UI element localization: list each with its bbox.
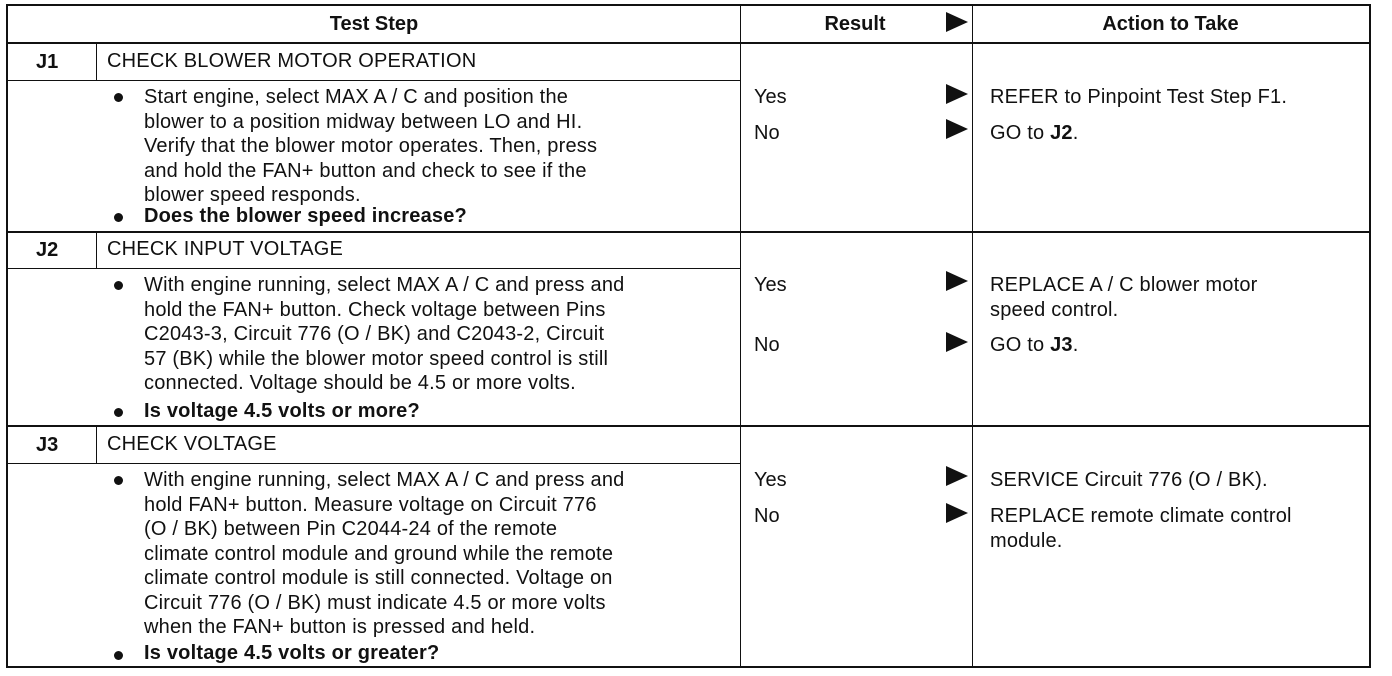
bullet-icon: [114, 93, 123, 102]
result-no: No: [754, 505, 780, 527]
step-id: J1: [36, 51, 59, 73]
action-text: GO to J2.: [990, 122, 1079, 144]
step-instructions: With engine running, select MAX A / C and press and hold FAN+ button. Measure voltage on Circuit 776 (O / BK) between Pin C2044-24 of the remote climate control module and ground while the remote climate control module is still connected. Voltage on Circuit 776 (O / BK) must indicate 4.5 or more volts when the FAN+ button is pressed and held.: [144, 469, 625, 638]
id-divider: [96, 426, 97, 463]
action-text: SERVICE Circuit 776 (O / BK).: [990, 469, 1268, 491]
action-text: REFER to Pinpoint Test Step F1.: [990, 86, 1288, 108]
step-instructions: With engine running, select MAX A / C and press and hold the FAN+ button. Check voltage between Pins C2043-3, Circuit 776 (O / BK) and C2043-2, Circuit 57 (BK) while the blower motor speed control is still connected. Voltage should be 4.5 or more volts.: [144, 274, 625, 394]
bullet-icon: [114, 476, 123, 485]
step-title: CHECK VOLTAGE: [107, 433, 277, 455]
action-text: GO to J3.: [990, 334, 1079, 356]
arrow-icon: [946, 84, 968, 104]
result-yes: Yes: [754, 86, 787, 108]
header-result: Result: [824, 13, 886, 35]
step-question: Does the blower speed increase?: [144, 205, 467, 227]
step-question: Is voltage 4.5 volts or more?: [144, 400, 420, 422]
arrow-icon: [946, 271, 968, 291]
result-yes: Yes: [754, 274, 787, 296]
result-yes: Yes: [754, 469, 787, 491]
step-title: CHECK BLOWER MOTOR OPERATION: [107, 50, 477, 72]
bullet-icon: [114, 408, 123, 417]
header-test-step: Test Step: [329, 13, 419, 35]
arrow-icon: [946, 332, 968, 352]
step-instructions: Start engine, select MAX A / C and position the blower to a position midway between LO and HI. Verify that the blower motor operates. Then, press and hold the FAN+ button and check to see if the blower speed responds.: [144, 86, 598, 206]
step-id: J2: [36, 239, 59, 261]
title-separator: [8, 80, 740, 81]
result-no: No: [754, 122, 780, 144]
column-divider: [740, 6, 741, 666]
id-divider: [96, 232, 97, 268]
row-separator: [8, 425, 1369, 427]
table-header: [8, 6, 1369, 44]
action-text: REPLACE A / C blower motor speed control.: [990, 274, 1258, 321]
column-divider: [972, 6, 973, 666]
step-question: Is voltage 4.5 volts or greater?: [144, 642, 440, 664]
result-no: No: [754, 334, 780, 356]
diagnostic-table: [6, 4, 1371, 668]
arrow-icon: [946, 12, 968, 32]
id-divider: [96, 44, 97, 80]
bullet-icon: [114, 651, 123, 660]
bullet-icon: [114, 281, 123, 290]
title-separator: [8, 463, 740, 464]
step-title: CHECK INPUT VOLTAGE: [107, 238, 344, 260]
bullet-icon: [114, 213, 123, 222]
row-separator: [8, 231, 1369, 233]
header-action: Action to Take: [1102, 13, 1239, 35]
step-id: J3: [36, 434, 59, 456]
title-separator: [8, 268, 740, 269]
arrow-icon: [946, 503, 968, 523]
action-text: REPLACE remote climate control module.: [990, 505, 1292, 552]
arrow-icon: [946, 119, 968, 139]
arrow-icon: [946, 466, 968, 486]
